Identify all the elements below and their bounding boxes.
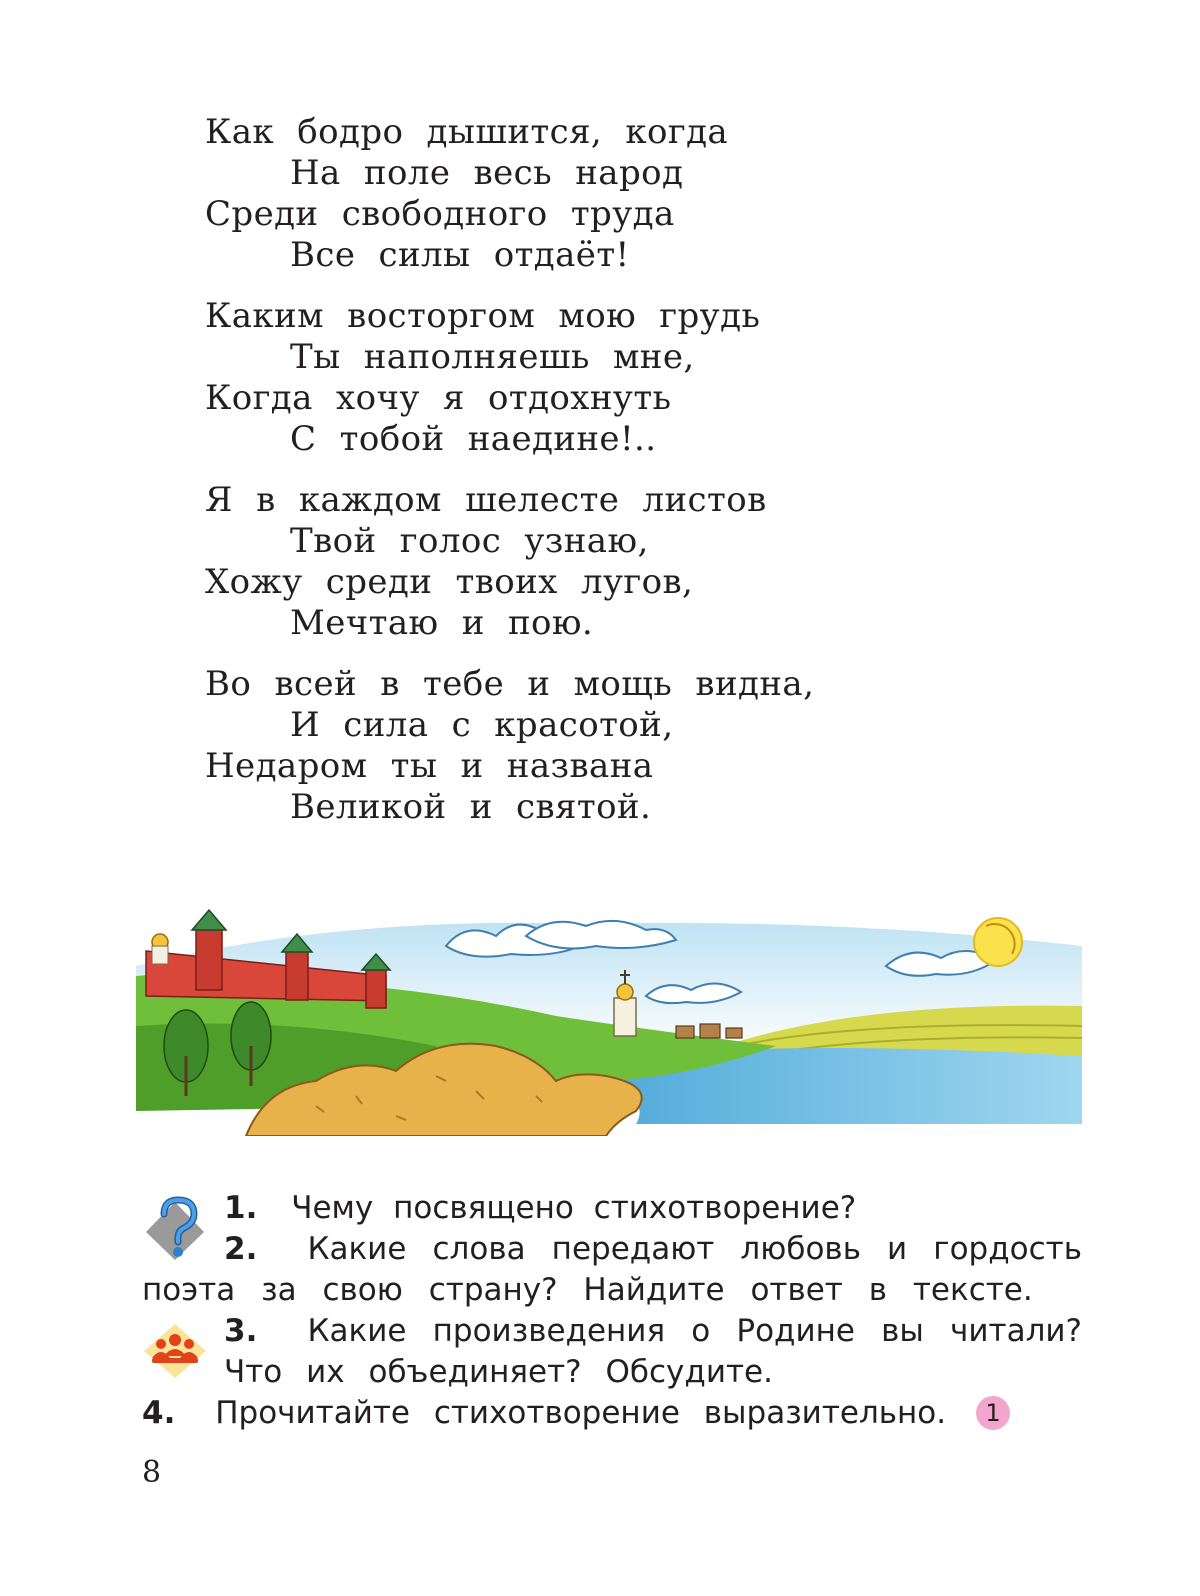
poem — [205, 112, 905, 848]
question-mark-icon — [142, 1196, 208, 1262]
poem-line: Недаром ты и названа — [205, 746, 654, 786]
page-number: 8 — [142, 1455, 162, 1490]
poem-line: Во всей в тебе и мощь видна, — [205, 664, 815, 704]
question-1 — [224, 1188, 856, 1229]
question-text: Какие слова передают любовь и гордость — [307, 1231, 1082, 1267]
question-2 — [224, 1229, 1082, 1270]
poem-line: И сила с красотой, — [290, 705, 674, 745]
poem-line: Твой голос узнаю, — [290, 521, 649, 561]
stanza — [205, 480, 905, 644]
question-number: 2. — [224, 1231, 258, 1267]
question-4 — [142, 1393, 1010, 1434]
question-text: Прочитайте стихотворение выразительно. — [215, 1395, 947, 1431]
stanza — [205, 112, 905, 276]
poem-line: Среди свободного труда — [205, 194, 675, 234]
poem-line: Когда хочу я отдохнуть — [205, 378, 672, 418]
stanza — [205, 296, 905, 460]
question-text: Чему посвящено стихотворение? — [291, 1190, 857, 1226]
question-3 — [224, 1311, 1082, 1352]
landscape-illustration — [136, 906, 1082, 1136]
question-text: Какие произведения о Родине вы читали? — [307, 1313, 1082, 1349]
question-number: 3. — [224, 1313, 258, 1349]
poem-line: Каким восторгом мою грудь — [205, 296, 761, 336]
poem-line: Великой и святой. — [290, 787, 652, 827]
level-badge: 1 — [976, 1396, 1010, 1430]
question-3-continued: Что их объединяет? Обсудите. — [224, 1354, 773, 1390]
poem-line: Я в каждом шелесте листов — [205, 480, 767, 520]
question-number: 1. — [224, 1190, 258, 1226]
sun — [974, 918, 1022, 966]
poem-line: Хожу среди твоих лугов, — [205, 562, 694, 602]
poem-line: С тобой наедине!.. — [290, 419, 657, 459]
question-number: 4. — [142, 1395, 176, 1431]
poem-line: Мечтаю и пою. — [290, 603, 594, 643]
poem-line: Как бодро дышится, когда — [205, 112, 729, 152]
poem-line: На поле весь народ — [290, 153, 684, 193]
group-discussion-icon — [142, 1322, 208, 1380]
poem-line: Все силы отдаёт! — [290, 235, 630, 275]
stanza — [205, 664, 905, 828]
poem-line: Ты наполняешь мне, — [290, 337, 695, 377]
question-2-continued: поэта за свою страну? Найдите ответ в тексте. — [142, 1272, 1033, 1308]
